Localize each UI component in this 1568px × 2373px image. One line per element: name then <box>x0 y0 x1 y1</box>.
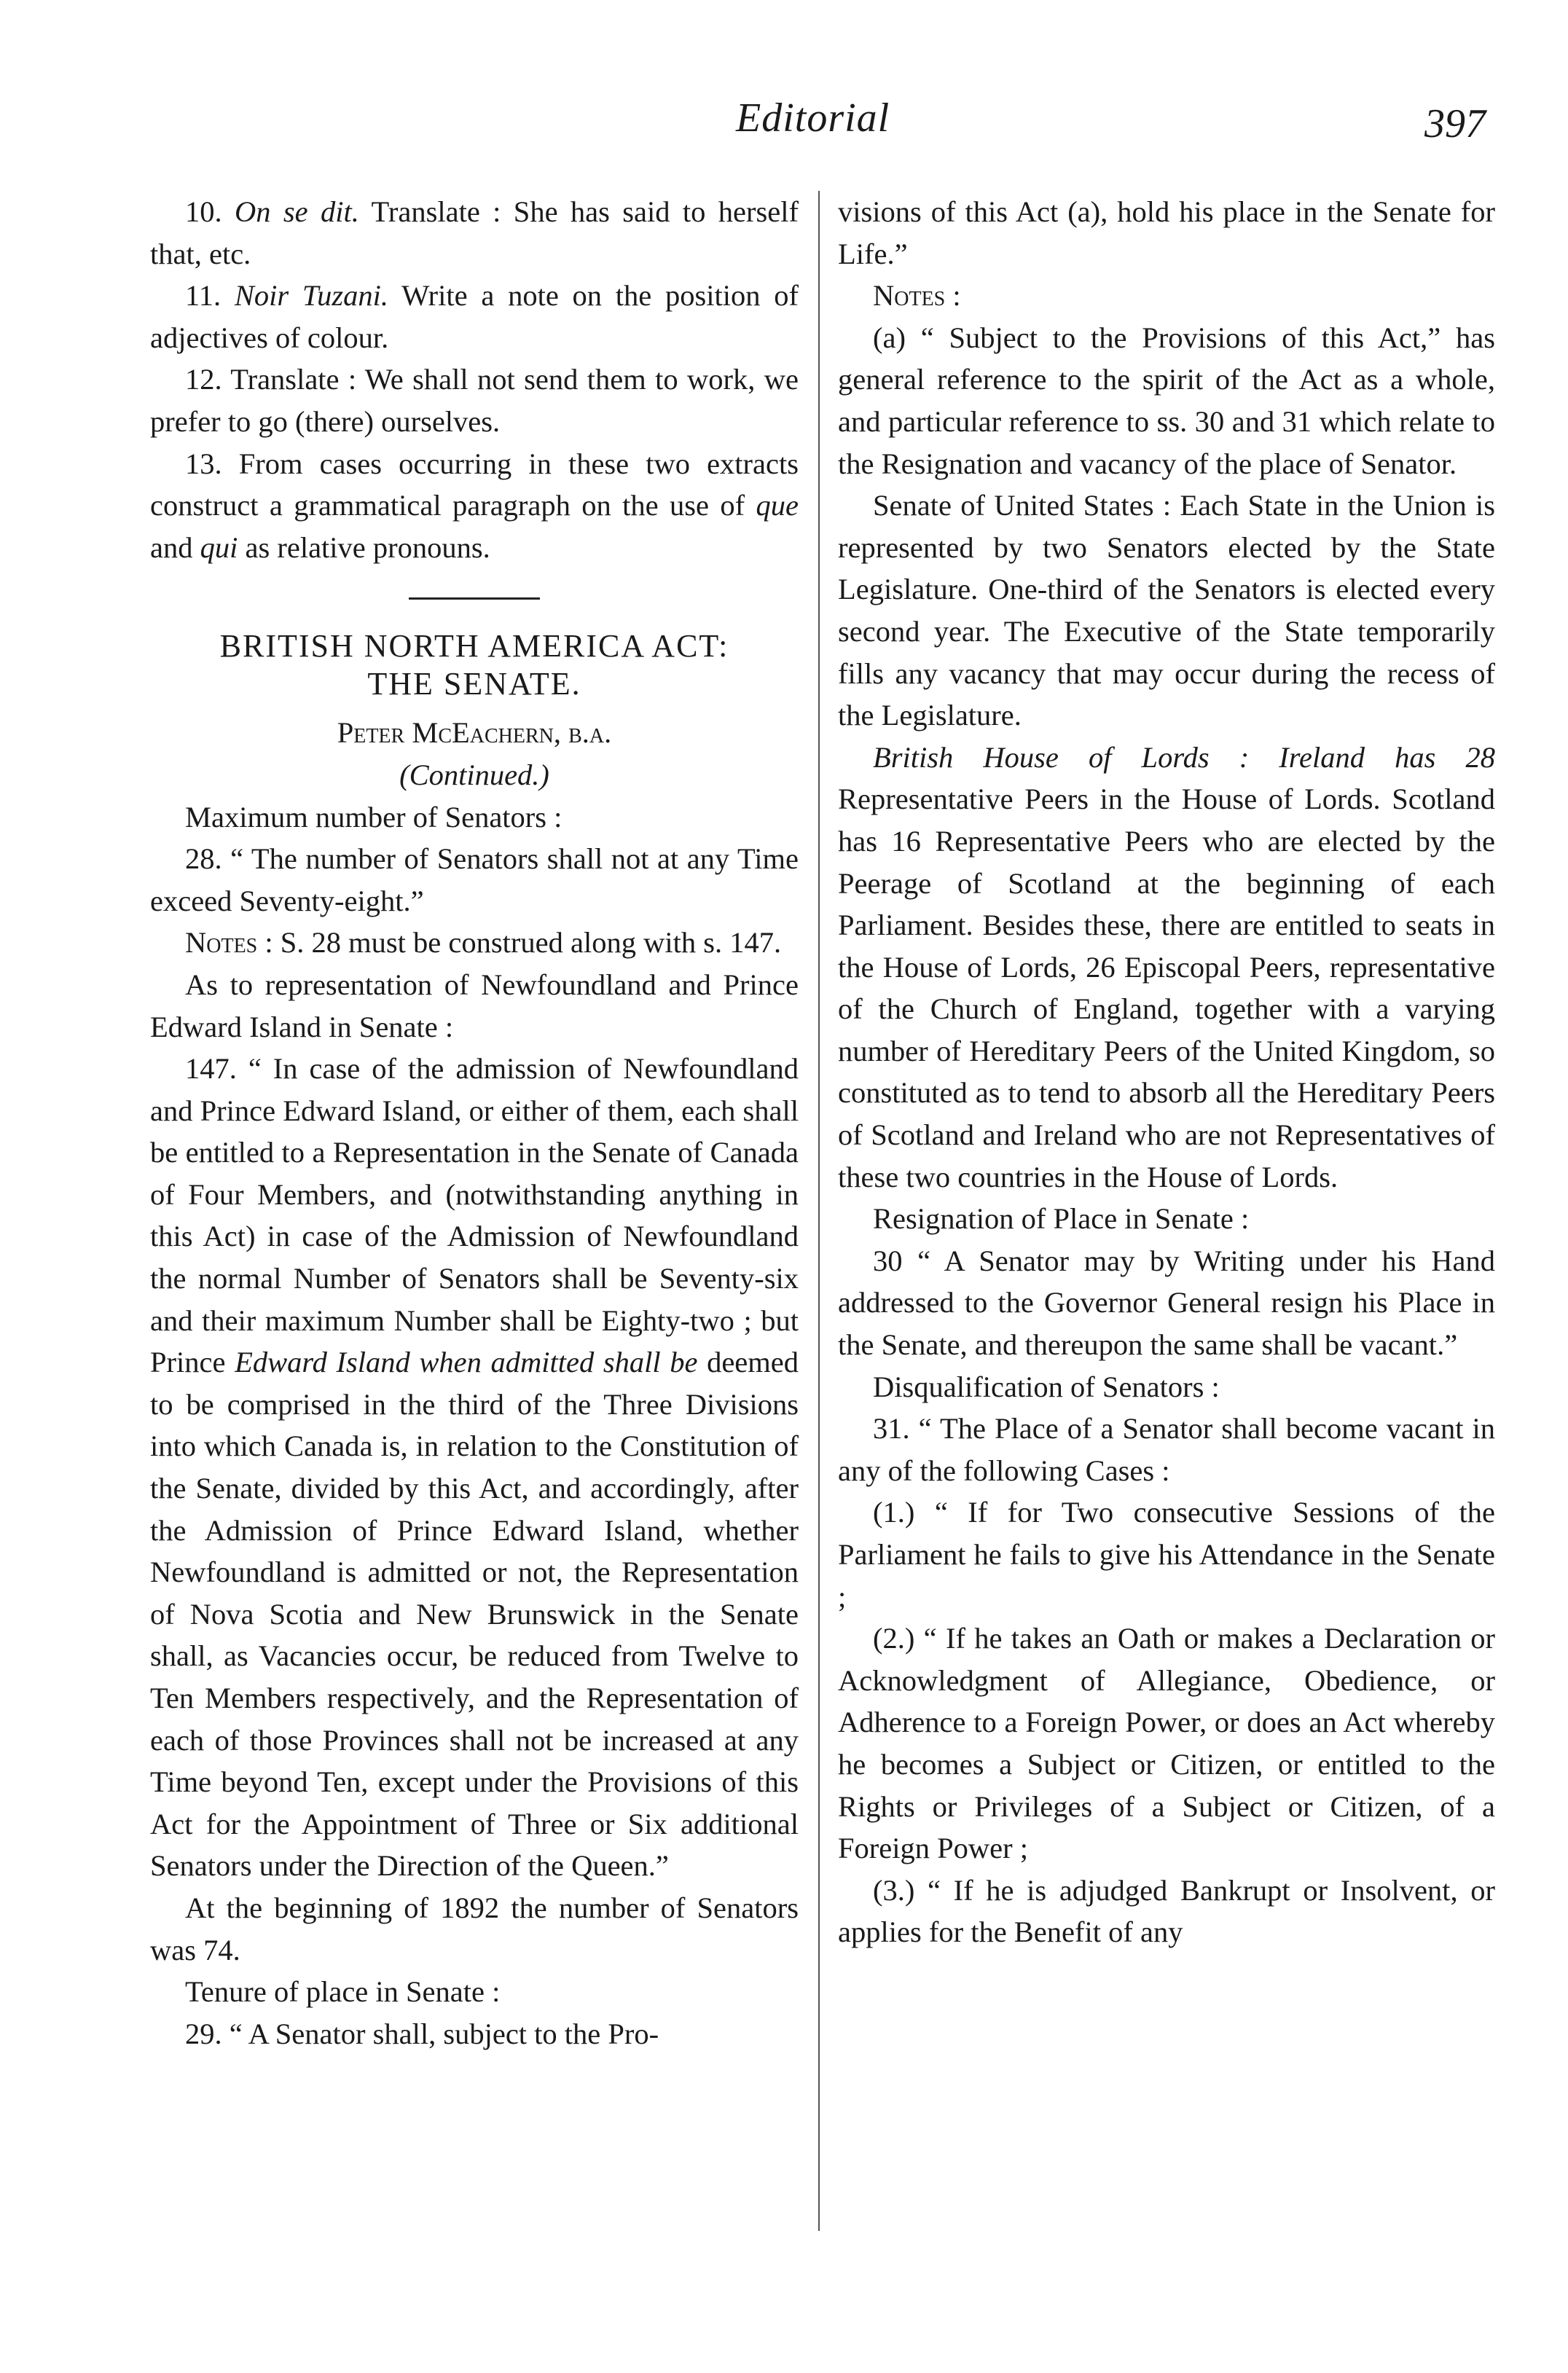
running-head <box>0 95 1568 153</box>
author-byline: Peter McEachern, b.a. <box>337 716 612 750</box>
section-31-case-1: (1.) “ If for Two consecutive Sessions of the Parliament he fails to give his Attendance in the Senate ; <box>838 1496 1495 1613</box>
section-text-italic: Edward Island when admitted shall be <box>235 1346 698 1379</box>
french-word-que: que <box>756 489 799 522</box>
question-reference: On se dit. <box>235 195 359 228</box>
article-heading <box>150 627 799 703</box>
us-senate-paragraph: Senate of United States : Each State in the Union is represented by two Senators elected by the State Legislature. One-third of the Senators is elected every second year. The Executive of the State temporarily fills any vacancy that may occur during the recess of the Legislature. <box>838 489 1495 732</box>
section-label: Maximum number of Senators : <box>185 800 562 834</box>
left-column <box>150 191 799 2055</box>
question-reference: Noir Tuzani. <box>234 279 389 313</box>
question-10 <box>150 191 799 275</box>
note-a: (a) “ Subject to the Provisions of this Act,” has general reference to the spirit of the Act as a whole, and particular reference to ss. 30 and 31 which relate to the Resignation and vacancy of the place of Senator. <box>838 321 1495 480</box>
article-heading-line-1: BRITISH NORTH AMERICA ACT: <box>219 628 729 664</box>
continued-note: (Continued.) <box>399 758 549 791</box>
page-number: 397 <box>1424 101 1486 146</box>
section-31-case-3: (3.) “ If he is adjudged Bankrupt or Insolvent, or applies for the Benefit of any <box>838 1873 1495 1949</box>
column-divider <box>818 191 820 2231</box>
section-text: 147. “ In case of the admission of Newfoundland and Prince Edward Island, or either of them, each shall be entitled to a Representation in the Senate of Canada of Four Members, and (notwithstanding anything in this Act) in case of the Admission of Newfoundland the normal Number of Senators shall be Seventy-six and their maximum Number shall be Eighty-two ; but Prince <box>150 1052 799 1379</box>
article-heading-line-2: THE SENATE. <box>367 666 581 702</box>
question-text: and <box>150 530 193 564</box>
section-label: Resignation of Place in Senate : <box>873 1202 1250 1236</box>
question-text: Translate : We shall not send them to work, we prefer to go (there) ourselves. <box>150 363 799 438</box>
section-147 <box>150 1048 799 1887</box>
question-number: 10. <box>185 195 222 228</box>
house-of-lords-paragraph <box>838 737 1495 1199</box>
senators-1892-paragraph: At the beginning of 1892 the number of Senators was 74. <box>150 1891 799 1966</box>
section-30: 30 “ A Senator may by Writing under his Hand addressed to the Governor General resign his Place in the Senate, and thereupon the same shall be vacant.” <box>838 1244 1495 1362</box>
section-29-start: 29. “ A Senator shall, subject to the Pro- <box>185 2017 659 2050</box>
question-text: From cases occurring in these two extracts construct a grammatical paragraph on the use of <box>150 447 799 522</box>
section-label: As to representation of Newfoundland and Prince Edward Island in Senate : <box>150 968 799 1043</box>
right-column <box>838 191 1495 1953</box>
question-text: Write a note on the position of adjectives of colour. <box>150 279 799 354</box>
question-11 <box>150 275 799 358</box>
question-number: 13. <box>185 447 222 480</box>
notes-paragraph <box>150 922 799 964</box>
french-word-qui: qui <box>200 530 238 564</box>
section-text: deemed to be comprised in the third of the Three Divisions into which Canada is, in relation to the Constitution of the Senate, divided by this Act, and accordingly, after the Admission of Prince Edward Island, whether Newfoundland is admitted or not, the Representation of Nova Scotia and New Brunswick in the Senate shall, as Vacancies occur, be reduced from Twelve to Ten Members respectively, and the Representation of each of those Provinces shall not be increased at any Time beyond Ten, except under the Provisions of this Act for the Appointment of Three or Six additional Senators under the Direction of the Queen.” <box>150 1346 799 1883</box>
question-text: as relative pronouns. <box>245 530 490 564</box>
section-31-case-2: (2.) “ If he takes an Oath or makes a Declaration or Acknowledgment of Allegiance, Obedience, or Adherence to a Foreign Power, or does an Act whereby he becomes a Subject or Citizen, or entitled to the Rights or Privileges of a Subject or Citizen, of a Foreign Power ; <box>838 1622 1495 1865</box>
section-28: 28. “ The number of Senators shall not at any Time exceed Seventy-eight.” <box>150 842 799 917</box>
section-31: 31. “ The Place of a Senator shall become vacant in any of the following Cases : <box>838 1412 1495 1487</box>
running-title: Editorial <box>736 95 890 141</box>
house-of-lords-lead: British House of Lords : Ireland has 28 <box>873 740 1495 774</box>
question-number: 12. <box>185 363 222 396</box>
notes-text: S. 28 must be construed along with s. 147. <box>280 926 782 960</box>
question-12 <box>150 358 799 442</box>
section-29-continuation: visions of this Act (a), hold his place in the Senate for Life.” <box>838 195 1495 270</box>
notes-label: Notes : <box>873 279 961 313</box>
section-divider <box>409 597 540 600</box>
question-13 <box>150 443 799 569</box>
section-label: Disqualification of Senators : <box>873 1370 1220 1403</box>
question-text: Translate : She has said to herself that, etc. <box>150 195 799 270</box>
section-label: Tenure of place in Senate : <box>185 1975 501 2009</box>
house-of-lords-text: Representative Peers in the House of Lords. Scotland has 16 Representative Peers who are elected by the Peerage of Scotland at the beginning of each Parliament. Besides these, there are entitled to seats in the House of Lords, 26 Episcopal Peers, representative of the Church of England, together with a varying number of Hereditary Peers of the United Kingdom, so constituted as to tend to absorb all the Hereditary Peers of Scotland and Ireland who are not Representatives of these two countries in the House of Lords. <box>838 782 1495 1193</box>
notes-label: Notes : <box>185 926 273 960</box>
question-number: 11. <box>185 279 222 313</box>
